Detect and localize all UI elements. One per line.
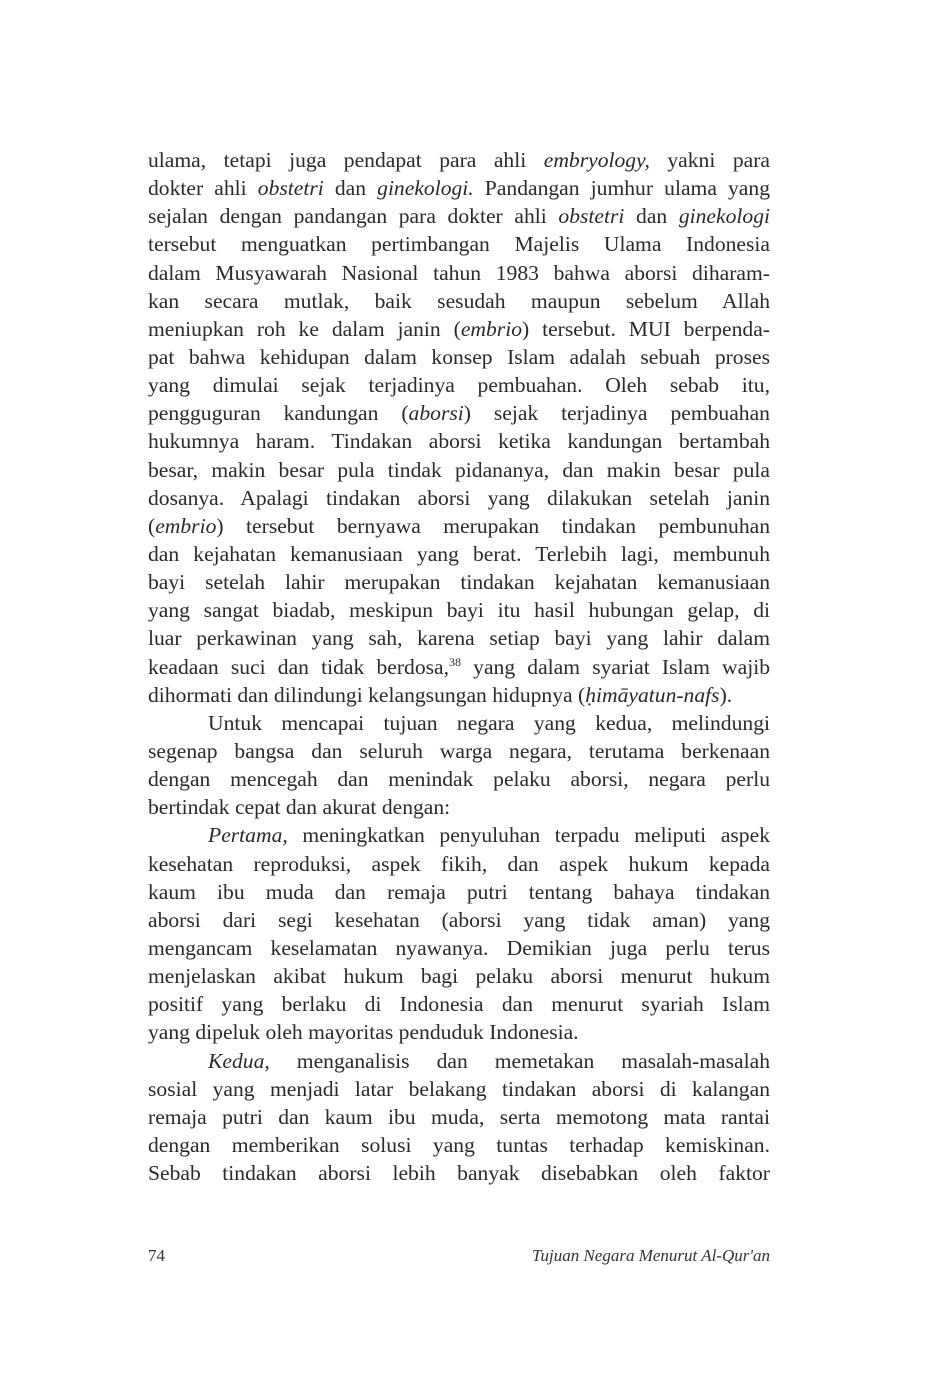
- text-line: [148, 399, 770, 427]
- italic-term: obstetri: [558, 204, 625, 229]
- text-segment: yang dalam syariat Islam wajib: [461, 654, 770, 679]
- text-segment: (: [148, 513, 156, 538]
- italic-term: ginekologi.: [377, 176, 474, 201]
- text-segment: ulama, tetapi juga pendapat para ahli: [148, 148, 544, 172]
- text-line: [148, 709, 770, 737]
- text-line: [148, 793, 770, 821]
- text-segment: menjelaskan akibat hukum bagi pelaku aborsi menurut hukum: [148, 964, 770, 989]
- italic-term: obstetri: [257, 176, 324, 201]
- text-line: [148, 427, 770, 455]
- text-segment: ) tersebut bernyawa merupakan tindakan pembunuhan: [216, 513, 770, 538]
- text-line: [148, 568, 770, 596]
- text-line: [148, 259, 770, 287]
- text-segment: keadaan suci dan tidak berdosa,: [148, 654, 450, 679]
- text-segment: dosanya. Apalagi tindakan aborsi yang dilakukan setelah janin: [148, 485, 770, 510]
- text-segment: mengancam keselamatan nyawanya. Demikian juga perlu terus: [148, 935, 770, 960]
- text-segment: sosial yang menjadi latar belakang tindakan aborsi di kalangan: [148, 1076, 770, 1101]
- text-segment: Pandangan jumhur ulama yang: [473, 176, 770, 201]
- text-line: [148, 512, 770, 540]
- text-segment: meniupkan roh ke dalam janin (: [148, 316, 461, 341]
- text-segment: yang sangat biadab, meskipun bayi itu hasil hubungan gelap, di: [148, 598, 770, 623]
- page-number: 74: [148, 1246, 165, 1265]
- footnote-ref: 38: [449, 654, 462, 669]
- text-segment: sejalan dengan pandangan para dokter ahli: [148, 204, 559, 229]
- text-line: [148, 1047, 770, 1075]
- text-line: [148, 624, 770, 652]
- text-segment: dalam Musyawarah Nasional tahun 1983 bahwa aborsi diharam-: [148, 260, 770, 285]
- text-line: [148, 202, 770, 230]
- text-line: [148, 174, 770, 202]
- text-segment: tersebut menguatkan pertimbangan Majelis Ulama Indonesia: [148, 232, 770, 257]
- text-segment: kaum ibu muda dan remaja putri tentang bahaya tindakan: [148, 879, 770, 904]
- text-segment: kesehatan reproduksi, aspek fikih, dan aspek hukum kepada: [148, 851, 770, 876]
- text-segment: segenap bangsa dan seluruh warga negara, terutama berkenaan: [148, 738, 770, 763]
- text-line: [148, 540, 770, 568]
- text-line: [148, 230, 770, 258]
- text-segment: menganalisis dan memetakan masalah-masalah: [269, 1048, 770, 1073]
- text-segment: kan secara mutlak, baik sesudah maupun sebelum Allah: [148, 288, 770, 313]
- text-segment: dengan mencegah dan menindak pelaku aborsi, negara perlu: [148, 767, 770, 792]
- italic-term: ginekologi: [678, 204, 770, 229]
- text-segment: Untuk mencapai tujuan negara yang kedua, melindungi: [208, 710, 770, 735]
- text-segment: Sebab tindakan aborsi lebih banyak disebabkan oleh faktor: [148, 1161, 770, 1186]
- text-segment: pengguguran kandungan (: [148, 401, 409, 426]
- text-segment: meningkatkan penyuluhan terpadu meliputi aspek: [287, 823, 770, 848]
- text-segment: dan: [624, 204, 679, 229]
- text-line: [148, 681, 770, 709]
- text-segment: luar perkawinan yang sah, karena setiap bayi yang lahir dalam: [148, 626, 770, 651]
- page-footer: [148, 1246, 770, 1266]
- text-line: [148, 287, 770, 315]
- italic-term: Pertama,: [208, 823, 288, 848]
- text-segment: ) sejak terjadinya pembuahan: [463, 401, 770, 426]
- text-segment: yakni para: [649, 148, 771, 172]
- body-text: [148, 146, 770, 1187]
- text-line: [148, 1159, 770, 1187]
- running-title: Tujuan Negara Menurut Al-Qur'an: [531, 1246, 770, 1265]
- text-segment: ).: [719, 682, 733, 707]
- text-line: [148, 371, 770, 399]
- text-segment: besar, makin besar pula tindak pidananya, dan makin besar pula: [148, 457, 770, 482]
- text-segment: yang dimulai sejak terjadinya pembuahan. Oleh sebab itu,: [148, 373, 770, 398]
- italic-term: embryology,: [543, 148, 650, 172]
- text-segment: dengan memberikan solusi yang tuntas terhadap kemiskinan.: [148, 1132, 770, 1157]
- text-line: [148, 146, 770, 174]
- italic-term: Kedua,: [208, 1048, 270, 1073]
- text-line: [148, 1103, 770, 1131]
- text-line: [148, 1131, 770, 1159]
- text-segment: yang dipeluk oleh mayoritas penduduk Indonesia.: [148, 1020, 579, 1045]
- text-line: [148, 821, 770, 849]
- text-segment: dihormati dan dilindungi kelangsungan hidupnya (: [148, 682, 586, 707]
- text-line: [148, 1018, 770, 1046]
- italic-term: embrio: [460, 316, 522, 341]
- text-segment: dan: [323, 176, 378, 201]
- text-segment: positif yang berlaku di Indonesia dan menurut syariah Islam: [148, 992, 770, 1017]
- text-line: [148, 484, 770, 512]
- text-line: [148, 962, 770, 990]
- text-segment: bertindak cepat dan akurat dengan:: [148, 795, 451, 820]
- text-segment: bayi setelah lahir merupakan tindakan kejahatan kemanusiaan: [148, 570, 770, 595]
- text-line: [148, 878, 770, 906]
- italic-term: aborsi: [408, 401, 464, 426]
- text-segment: dokter ahli: [148, 176, 258, 201]
- text-line: [148, 850, 770, 878]
- text-line: [148, 765, 770, 793]
- italic-term: ḥimāyatun-nafs: [585, 682, 720, 707]
- text-segment: ) tersebut. MUI berpenda-: [522, 316, 770, 341]
- text-line: [148, 343, 770, 371]
- text-line: [148, 596, 770, 624]
- text-segment: aborsi dari segi kesehatan (aborsi yang tidak aman) yang: [148, 907, 770, 932]
- text-segment: dan kejahatan kemanusiaan yang berat. Terlebih lagi, membunuh: [148, 541, 770, 566]
- text-segment: remaja putri dan kaum ibu muda, serta memotong mata rantai: [148, 1104, 770, 1129]
- text-line: [148, 653, 770, 681]
- text-segment: hukumnya haram. Tindakan aborsi ketika kandungan bertambah: [148, 429, 770, 454]
- text-segment: pat bahwa kehidupan dalam konsep Islam adalah sebuah proses: [148, 344, 770, 369]
- text-line: [148, 737, 770, 765]
- text-line: [148, 315, 770, 343]
- text-line: [148, 934, 770, 962]
- text-line: [148, 906, 770, 934]
- text-line: [148, 1075, 770, 1103]
- italic-term: embrio: [155, 513, 217, 538]
- text-line: [148, 456, 770, 484]
- text-line: [148, 990, 770, 1018]
